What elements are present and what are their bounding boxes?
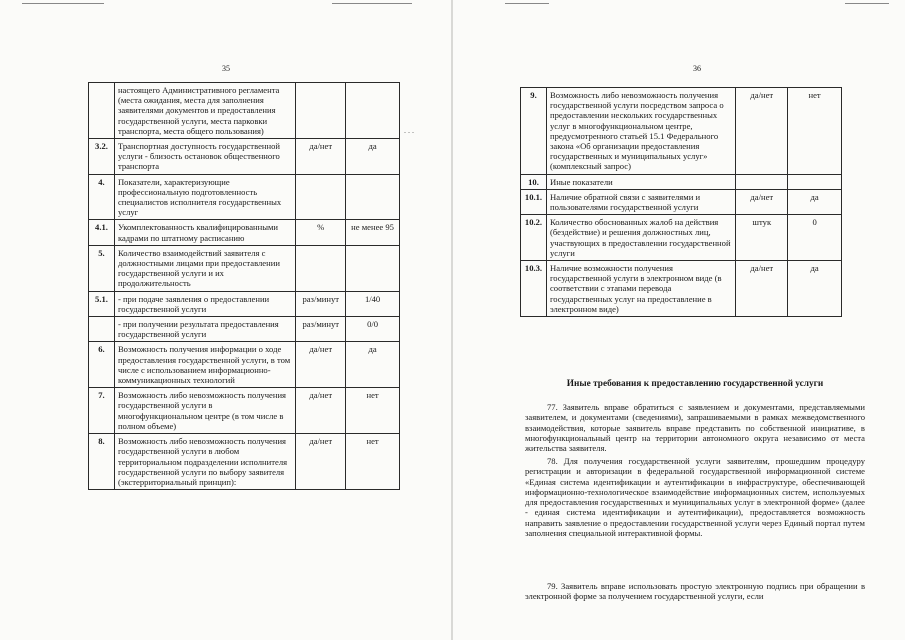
row-number: 4.	[89, 174, 115, 220]
row-number: 10.3.	[521, 261, 547, 317]
page-number: 35	[222, 64, 230, 73]
row-number	[89, 317, 115, 342]
table-row	[521, 261, 842, 317]
indicators-table	[88, 82, 400, 490]
indicator-text: Показатели, характеризующие профессиональную подготовленность специалистов исполнителя государственных услуг	[114, 174, 295, 220]
top-rule	[845, 3, 889, 4]
table-row	[89, 174, 400, 220]
unit-cell: да/нет	[296, 342, 346, 388]
indicator-text: Иные показатели	[546, 174, 735, 189]
indicator-text: Количество взаимодействий заявителя с должностными лицами при предоставлении государственной услуги и их продолжительность	[114, 245, 295, 291]
table-row	[89, 139, 400, 175]
indicator-text: Наличие возможности получения государственной услуги в электронном виде (в соответствии с этапами перевода государственных услуг на предоставление в электронном виде)	[546, 261, 735, 317]
row-number: 5.1.	[89, 291, 115, 316]
table-row	[89, 245, 400, 291]
page-number: 36	[693, 64, 701, 73]
table-row	[89, 342, 400, 388]
value-cell: да	[788, 189, 842, 214]
value-cell: 1/40	[346, 291, 400, 316]
unit-cell: да/нет	[736, 88, 788, 175]
unit-cell: да/нет	[736, 261, 788, 317]
table-row	[89, 220, 400, 245]
table-row	[521, 215, 842, 261]
unit-cell: да/нет	[296, 388, 346, 434]
row-number: 10.	[521, 174, 547, 189]
unit-cell	[296, 174, 346, 220]
indicators-table-continued	[520, 87, 842, 317]
row-number: 10.2.	[521, 215, 547, 261]
row-number: 5.	[89, 245, 115, 291]
paragraph-79: 79. Заявитель вправе использовать простую электронную подпись при обращении в электронной форме за получением государственной услуги, если	[525, 581, 865, 602]
value-cell	[788, 174, 842, 189]
value-cell: да	[346, 139, 400, 175]
unit-cell: да/нет	[736, 189, 788, 214]
unit-cell: %	[296, 220, 346, 245]
indicator-text: Укомплектованность квалифицированными кадрами по штатному расписанию	[114, 220, 295, 245]
unit-cell	[736, 174, 788, 189]
paragraph-78: 78. Для получения государственной услуги заявителям, прошедшим процедуру регистрации и авторизации в федеральной государственной информационной системе «Единая система идентификации и аутентификации в инфраструктуре, обеспечивающей информационно-технологическое взаимодействие информационных систем, используемых для предоставления государственных и муниципальных услуг в электронной форме» (далее - единая система идентификации и аутентификации), предоставляется возможность направить заявление о предоставлении государственной услуги через Единый портал путем заполнения специальной интерактивной формы.	[525, 456, 865, 539]
value-cell: нет	[788, 88, 842, 175]
indicator-text: Возможность получения информации о ходе предоставления государственной услуги, в том числе с использованием информационно-коммуникационных технологий	[114, 342, 295, 388]
indicator-text: Возможность либо невозможность получения государственной услуги в многофункциональном центре (в том числе в полном объеме)	[114, 388, 295, 434]
row-number: 4.1.	[89, 220, 115, 245]
indicator-text: настоящего Административного регламента (места ожидания, места для заполнения заявителями документов и предоставления государственной услуги, места парковки транспорта, места общего пользования)	[114, 83, 295, 139]
row-number: 10.1.	[521, 189, 547, 214]
unit-cell	[296, 245, 346, 291]
value-cell: да	[346, 342, 400, 388]
table-row	[89, 434, 400, 490]
value-cell: не менее 95	[346, 220, 400, 245]
indicator-text: Возможность либо невозможность получения государственной услуги посредством запроса о предоставлении нескольких государственных услуг в многофункциональном центре, предусмотренного статьей 15.1 Федерального закона «Об организации предоставления государственных и муниципальных услуг» (комплексный запрос)	[546, 88, 735, 175]
table-row	[521, 88, 842, 175]
row-number: 6.	[89, 342, 115, 388]
unit-cell: штук	[736, 215, 788, 261]
value-cell: да	[788, 261, 842, 317]
row-number: 9.	[521, 88, 547, 175]
scan-artifact: . . .	[404, 126, 414, 135]
value-cell: нет	[346, 434, 400, 490]
row-number	[89, 83, 115, 139]
value-cell	[346, 83, 400, 139]
value-cell	[346, 174, 400, 220]
value-cell: 0/0	[346, 317, 400, 342]
top-rule	[505, 3, 549, 4]
unit-cell: да/нет	[296, 139, 346, 175]
row-number: 7.	[89, 388, 115, 434]
table-row	[521, 189, 842, 214]
top-rule	[22, 3, 104, 4]
unit-cell: раз/минут	[296, 291, 346, 316]
indicator-text: Количество обоснованных жалоб на действия (бездействие) и решения должностных лиц, участвующих в предоставлении государственной услуги	[546, 215, 735, 261]
value-cell: 0	[788, 215, 842, 261]
value-cell	[346, 245, 400, 291]
section-heading: Иные требования к предоставлению государственной услуги	[566, 379, 824, 389]
table-row	[89, 388, 400, 434]
indicator-text: Транспортная доступность государственной услуги - близость остановок общественного транспорта	[114, 139, 295, 175]
table-row	[89, 317, 400, 342]
left-page	[0, 0, 452, 640]
top-rule	[332, 3, 412, 4]
indicator-text: Возможность либо невозможность получения государственной услуги в любом территориальном подразделении исполнителя государственной услуги по выбору заявителя (экстерриториальный принцип):	[114, 434, 295, 490]
value-cell: нет	[346, 388, 400, 434]
unit-cell: раз/минут	[296, 317, 346, 342]
table-row	[89, 83, 400, 139]
unit-cell	[296, 83, 346, 139]
paragraph-77: 77. Заявитель вправе обратиться с заявлением и документами, представляемыми заявителем, и документами (сведениями), запрашиваемыми в рамках межведомственного взаимодействия, которые заявитель вправе представить по собственной инициативе, в многофункциональный центр на территории автономного округа независимо от места жительства заявителя.	[525, 402, 865, 454]
indicator-text: - при подаче заявления о предоставлении государственной услуги	[114, 291, 295, 316]
table-row	[89, 291, 400, 316]
row-number: 3.2.	[89, 139, 115, 175]
unit-cell: да/нет	[296, 434, 346, 490]
indicator-text: Наличие обратной связи с заявителями и пользователями государственной услуги	[546, 189, 735, 214]
row-number: 8.	[89, 434, 115, 490]
indicator-text: - при получении результата предоставления государственной услуги	[114, 317, 295, 342]
table-row	[521, 174, 842, 189]
